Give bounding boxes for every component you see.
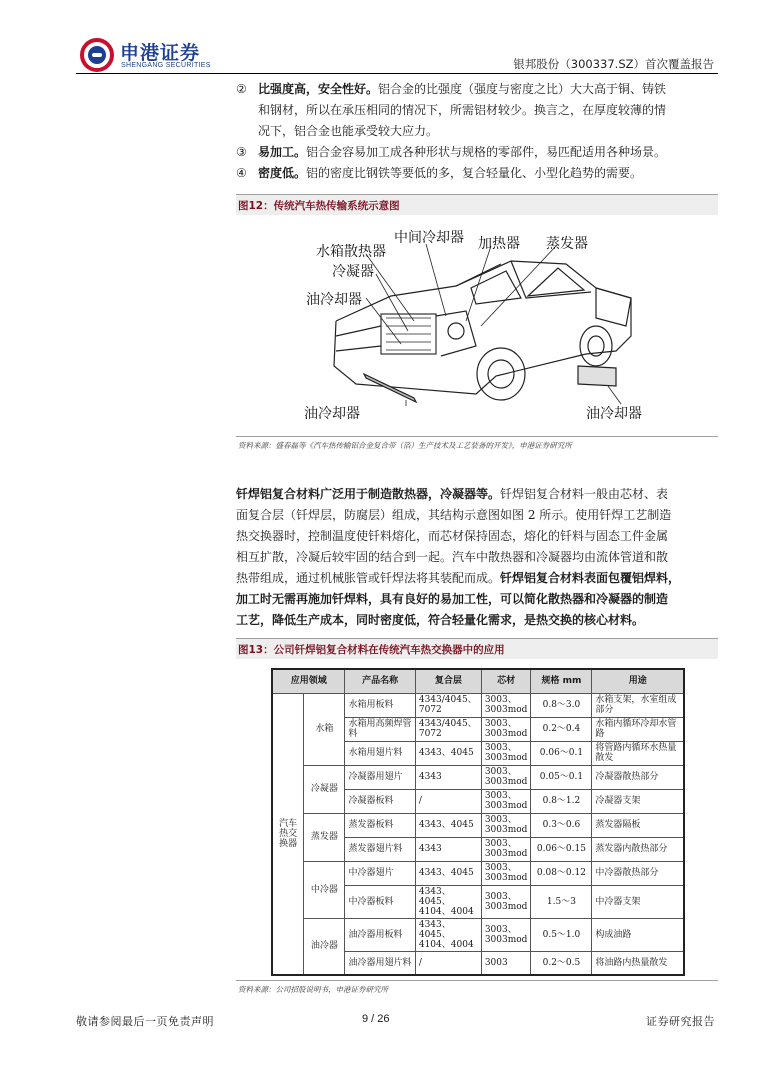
paragraph-line — [236, 526, 718, 547]
core-cell: 3003、3003mod — [481, 813, 531, 837]
usage-cell: 冷凝器散热部分 — [592, 765, 684, 789]
label-oil-cooler-front: 油冷却器 — [304, 406, 360, 422]
usage-cell: 将油路内热量散发 — [592, 951, 684, 975]
application-table — [271, 668, 685, 976]
item-heading: 密度低。 — [258, 166, 307, 180]
item-text: 况下，铝合金也能承受较大应力。 — [258, 124, 439, 138]
spec-cell: 0.8～1.2 — [531, 789, 592, 813]
group-cell: 蒸发器 — [304, 813, 345, 861]
advantage-item-2 — [236, 79, 718, 142]
group-cell: 油冷器 — [304, 918, 345, 975]
core-cell: 3003、3003mod — [481, 918, 531, 951]
core-cell: 3003、3003mod — [481, 789, 531, 813]
paragraph-line — [236, 547, 718, 568]
text: 相互扩散，冷凝后较牢固的结合到一起。汽车中散热器和冷凝器均由流体管道和散 — [236, 550, 669, 564]
figure12-source-rule — [236, 436, 718, 437]
text: 热交换器时，控制温度使钎料熔化，而芯材保持固态，熔化的钎料与固态工件金属 — [236, 529, 669, 543]
label-evaporator: 蒸发器 — [546, 236, 588, 252]
clad-cell: 4343/4045、7072 — [415, 717, 481, 741]
core-cell: 3003、3003mod — [481, 717, 531, 741]
label-radiator: 水箱散热器 — [316, 244, 386, 260]
item-text: 和钢材，所以在承压相同的情况下，所需铝材较少。换言之，在厚度较薄的情 — [258, 103, 667, 117]
item-number: ② — [236, 82, 247, 96]
item-number: ③ — [236, 145, 247, 159]
clad-cell: 4343、4045 — [415, 741, 481, 765]
header-clad-layer: 复合层 — [415, 669, 481, 693]
product-cell: 中冷器板料 — [345, 885, 415, 918]
domain-cell: 汽车热交换器 — [272, 693, 304, 975]
group-cell: 中冷器 — [304, 861, 345, 918]
text: 面复合层（钎焊层，防腐层）组成，其结构示意图如图 2 所示。使用钎焊工艺制造 — [236, 508, 672, 522]
usage-cell: 中冷器支架 — [592, 885, 684, 918]
clad-cell: 4343、4045、4104、4004 — [415, 885, 481, 918]
usage-cell: 水箱支架，水室组成部分 — [592, 693, 684, 717]
brand-name-cn: 申港证券 — [120, 42, 201, 64]
spec-cell: 0.06～0.15 — [531, 837, 592, 861]
usage-cell: 蒸发器内散热部分 — [592, 837, 684, 861]
clad-cell: / — [415, 951, 481, 975]
item-text: 铝的密度比钢铁等要低的多，复合轻量化、小型化趋势的需要。 — [306, 166, 643, 180]
clad-cell: 4343 — [415, 837, 481, 861]
clad-cell: / — [415, 789, 481, 813]
product-cell: 水箱用板料 — [345, 693, 415, 717]
header-usage: 用途 — [592, 669, 684, 693]
footer-disclaimer: 敬请参阅最后一页免责声明 — [76, 1015, 214, 1028]
table-row — [272, 765, 684, 789]
header-domain: 应用领域 — [272, 669, 345, 693]
paragraph-line — [236, 589, 718, 610]
spec-cell: 1.5～3 — [531, 885, 592, 918]
item-heading: 比强度高，安全性好。 — [258, 82, 379, 96]
clad-cell: 4343、4045 — [415, 813, 481, 837]
group-cell: 冷凝器 — [304, 765, 345, 813]
bold-text: 工艺，降低生产成本，同时密度低，符合轻量化需求，是热交换的核心材料。 — [236, 613, 645, 627]
paragraph-line — [236, 505, 718, 526]
clad-cell: 4343、4045、4104、4004 — [415, 918, 481, 951]
item-text: 铝合金容易加工成各种形状与规格的零部件，易匹配适用各种场景。 — [306, 145, 667, 159]
usage-cell: 中冷器散热部分 — [592, 861, 684, 885]
label-oil-cooler-rear: 油冷却器 — [586, 406, 642, 422]
core-cell: 3003、3003mod — [481, 741, 531, 765]
advantages-list — [236, 79, 718, 184]
core-cell: 3003 — [481, 951, 531, 975]
spec-cell: 0.5～1.0 — [531, 918, 592, 951]
spec-cell: 0.3～0.6 — [531, 813, 592, 837]
footer-report-type: 证券研究报告 — [646, 1015, 715, 1028]
core-cell: 3003、3003mod — [481, 693, 531, 717]
spec-cell: 0.08～0.12 — [531, 861, 592, 885]
product-cell: 水箱用翅片料 — [345, 741, 415, 765]
figure12-source: 资料来源：盛春磊等《汽车热传输铝合金复合带（箔）生产技术及工艺装备的开发》，申港证券研究所 — [238, 441, 572, 450]
spec-cell: 0.2～0.4 — [531, 717, 592, 741]
body-paragraph — [236, 484, 718, 631]
product-cell: 冷凝器用翅片 — [345, 765, 415, 789]
page-number: 9 / 26 — [362, 1013, 390, 1025]
core-cell: 3003、3003mod — [481, 837, 531, 861]
table-row — [272, 813, 684, 837]
header-spec: 规格 mm — [531, 669, 592, 693]
header-product: 产品名称 — [345, 669, 415, 693]
label-intercooler: 中间冷却器 — [394, 230, 464, 246]
table-header-row — [272, 669, 684, 693]
car-heat-system-illustration — [296, 226, 676, 426]
product-cell: 冷凝器板料 — [345, 789, 415, 813]
table-row — [272, 861, 684, 885]
spec-cell: 0.8～3.0 — [531, 693, 592, 717]
usage-cell: 将管路内循环水热量散发 — [592, 741, 684, 765]
report-title: 银邦股份（300337.SZ）首次覆盖报告 — [513, 57, 714, 71]
usage-cell: 水箱内循环冷却水管路 — [592, 717, 684, 741]
core-cell: 3003、3003mod — [481, 861, 531, 885]
figure12-title: 图12：传统汽车热传输系统示意图 — [238, 200, 400, 212]
spec-cell: 0.05～0.1 — [531, 765, 592, 789]
figure13-source: 资料来源：公司招股说明书，申港证券研究所 — [238, 985, 388, 994]
paragraph-line — [236, 610, 718, 631]
header-core: 芯材 — [481, 669, 531, 693]
bold-text: 加工时无需再施加钎焊料，具有良好的易加工性，可以简化散热器和冷凝器的制造 — [236, 592, 669, 606]
table-row — [272, 918, 684, 951]
usage-cell: 冷凝器支架 — [592, 789, 684, 813]
clad-cell: 4343、4045 — [415, 861, 481, 885]
usage-cell: 蒸发器隔板 — [592, 813, 684, 837]
text: 热带组成，通过机械胀管或钎焊法将其装配而成。 — [236, 571, 501, 585]
spec-cell: 0.2～0.5 — [531, 951, 592, 975]
item-heading: 易加工。 — [258, 145, 307, 159]
product-cell: 中冷器翅片 — [345, 861, 415, 885]
label-condenser: 冷凝器 — [332, 264, 374, 280]
advantage-item-4 — [236, 163, 718, 184]
item-number: ④ — [236, 166, 247, 180]
product-cell: 油冷器用板料 — [345, 918, 415, 951]
advantage-item-3 — [236, 142, 718, 163]
product-cell: 水箱用高频焊管料 — [345, 717, 415, 741]
table-row — [272, 693, 684, 717]
spec-cell: 0.06～0.1 — [531, 741, 592, 765]
label-oil-cooler-engine: 油冷却器 — [306, 292, 362, 308]
group-cell: 水箱 — [304, 693, 345, 765]
core-cell: 3003、3003mod — [481, 885, 531, 918]
product-cell: 蒸发器翅片料 — [345, 837, 415, 861]
clad-cell: 4343 — [415, 765, 481, 789]
figure13-source-rule — [236, 980, 718, 981]
text: 钎焊铝复合材料一般由芯材、表 — [500, 487, 669, 501]
usage-cell: 构成油路 — [592, 918, 684, 951]
clad-cell: 4343/4045、7072 — [415, 693, 481, 717]
brand-logo-icon — [80, 38, 114, 72]
paragraph-line — [236, 484, 718, 505]
brand-name-en: SHENGANG SECURITIES — [121, 62, 211, 69]
product-cell: 油冷器用翅片料 — [345, 951, 415, 975]
product-cell: 蒸发器板料 — [345, 813, 415, 837]
core-cell: 3003、3003mod — [481, 765, 531, 789]
bold-text: 钎焊铝复合材料广泛用于制造散热器，冷凝器等。 — [236, 487, 501, 501]
header-divider — [76, 73, 718, 74]
label-heater: 加热器 — [478, 236, 520, 252]
bold-text: 钎焊铝复合材料表面包覆铝焊料， — [500, 571, 681, 585]
figure13-title: 图13：公司钎焊铝复合材料在传统汽车热交换器中的应用 — [238, 644, 505, 656]
paragraph-line — [236, 568, 718, 589]
item-text: 铝合金的比强度（强度与密度之比）大大高于铜、铸铁 — [378, 82, 667, 96]
